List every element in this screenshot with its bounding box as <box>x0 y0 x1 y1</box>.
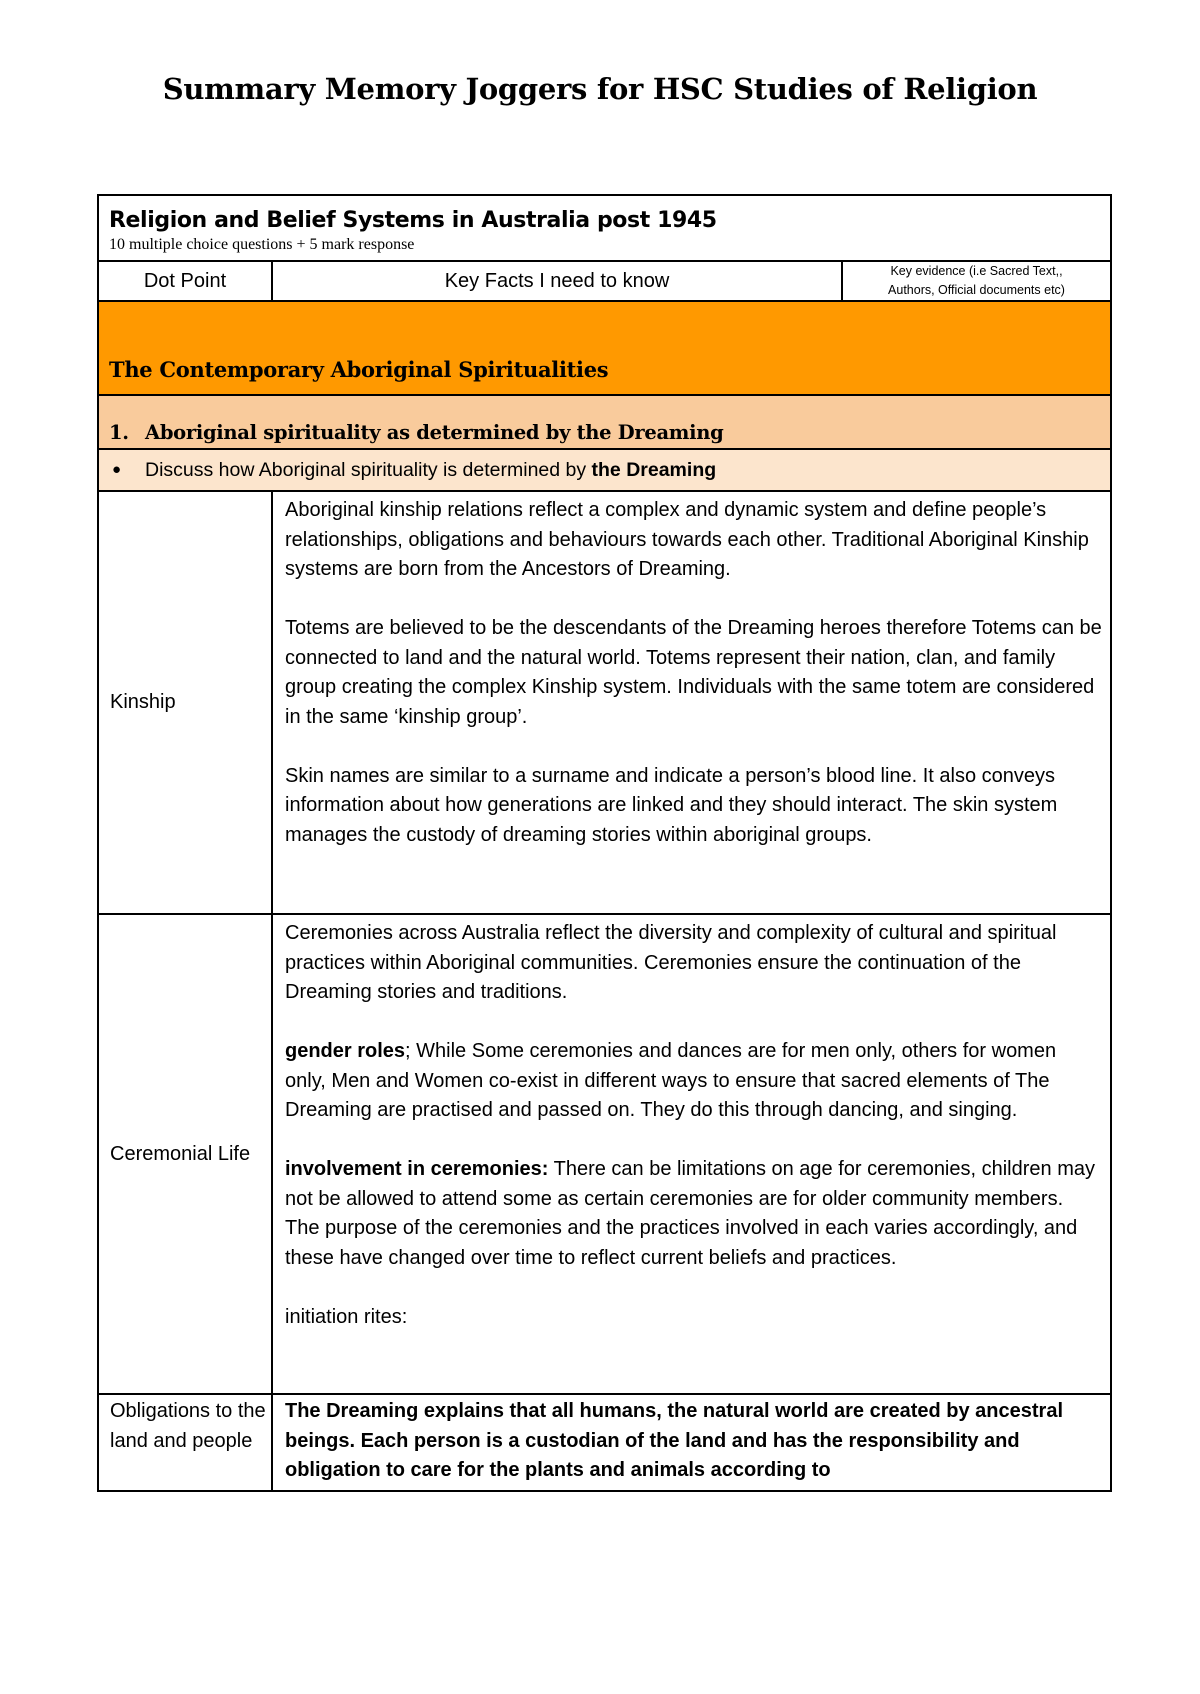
involvement-term: involvement in ceremonies: <box>285 1158 549 1180</box>
kinship-label: Kinship <box>98 491 272 914</box>
topic-row <box>98 301 1111 395</box>
kinship-paragraph-3: Skin names are similar to a surname and indicate a person’s blood line. It also conveys information about how generations are linked and they should interact. The skin system manages the custody of dreaming stories within aboriginal groups. <box>285 764 1058 846</box>
bullet-point-row <box>98 449 1111 491</box>
column-header-row <box>98 261 1111 301</box>
ceremonial-life-facts <box>272 914 1111 1394</box>
gender-roles-text: ; While Some ceremonies and dances are for men only, others for women only, Men and Women co-exist in different ways to ensure that sacred elements of The Dreaming are practised and passed on. They do this through dancing, and singing. <box>285 1040 1057 1121</box>
column-header-key-facts: Key Facts I need to know <box>272 261 842 301</box>
bullet-point-cell <box>98 449 1111 491</box>
bullet-dot-icon: ● <box>112 460 122 478</box>
table-heading: Religion and Belief Systems in Australia post 1945 <box>109 208 717 233</box>
study-table <box>97 194 1112 1492</box>
document-title: Summary Memory Joggers for HSC Studies of Religion <box>162 72 1038 106</box>
subtopic-heading <box>99 421 1110 448</box>
ceremonial-paragraph-1: Ceremonies across Australia reflect the diversity and complexity of cultural and spiritual practices within Aboriginal communities. Ceremonies ensure the continuation of the Dreaming stories and traditions. <box>285 922 1057 1003</box>
ceremonial-life-label: Ceremonial Life <box>98 914 272 1394</box>
bullet-point <box>99 459 1110 482</box>
key-evidence-line-1: Key evidence (i.e Sacred Text,, <box>890 264 1063 278</box>
table-heading-cell <box>98 195 1111 261</box>
ceremonial-life-row <box>98 914 1111 1394</box>
kinship-facts <box>272 491 1111 914</box>
subtopic-row <box>98 395 1111 449</box>
subtopic-text: Aboriginal spirituality as determined by the Dreaming <box>145 421 724 444</box>
obligations-row <box>98 1394 1111 1491</box>
column-header-key-evidence <box>842 261 1111 301</box>
ceremonial-paragraph-3 <box>285 1155 1102 1273</box>
kinship-row <box>98 491 1111 914</box>
obligations-label: Obligations to the land and people <box>98 1394 272 1491</box>
column-header-dot-point: Dot Point <box>98 261 272 301</box>
topic-heading: The Contemporary Aboriginal Spiritualities <box>109 357 609 382</box>
kinship-paragraph-2: Totems are believed to be the descendants of the Dreaming heroes therefore Totems can be connected to land and the natural world. Totems represent their nation, clan, and family group creating the complex Kinship system. Individuals with the same totem are considered in the same ‘kinship group’. <box>285 617 1102 728</box>
bullet-point-bold: the Dreaming <box>591 458 717 481</box>
involvement-text: There can be limitations on age for ceremonies, children may not be allowed to attend some as certain ceremonies are for older community members. The purpose of the ceremonies and the practices involved in each varies accordingly, and these have changed over time to reflect current beliefs and practices. <box>285 1158 1095 1269</box>
subtopic-cell <box>98 395 1111 449</box>
ceremonial-paragraph-2 <box>285 1037 1102 1126</box>
topic-cell <box>98 301 1111 395</box>
gender-roles-term: gender roles <box>285 1040 406 1062</box>
subtopic-number: 1. <box>109 421 129 444</box>
bullet-point-prefix: Discuss how Aboriginal spirituality is determined by <box>145 458 592 481</box>
initiation-rites-text: initiation rites: <box>285 1305 408 1328</box>
key-evidence-line-2: Authors, Official documents etc) <box>888 283 1065 297</box>
kinship-paragraph-1: Aboriginal kinship relations reflect a complex and dynamic system and define people’s relationships, obligations and behaviours towards each other. Traditional Aboriginal Kinship systems are born from the Ancestors of Dreaming. <box>285 499 1089 580</box>
table-heading-row <box>98 195 1111 261</box>
obligations-facts: The Dreaming explains that all humans, the natural world are created by ancestral beings. Each person is a custodian of the land and has the responsibility and obligation to care for the plants and animals according to <box>272 1394 1111 1491</box>
table-subheading: 10 multiple choice questions + 5 mark response <box>109 236 415 253</box>
